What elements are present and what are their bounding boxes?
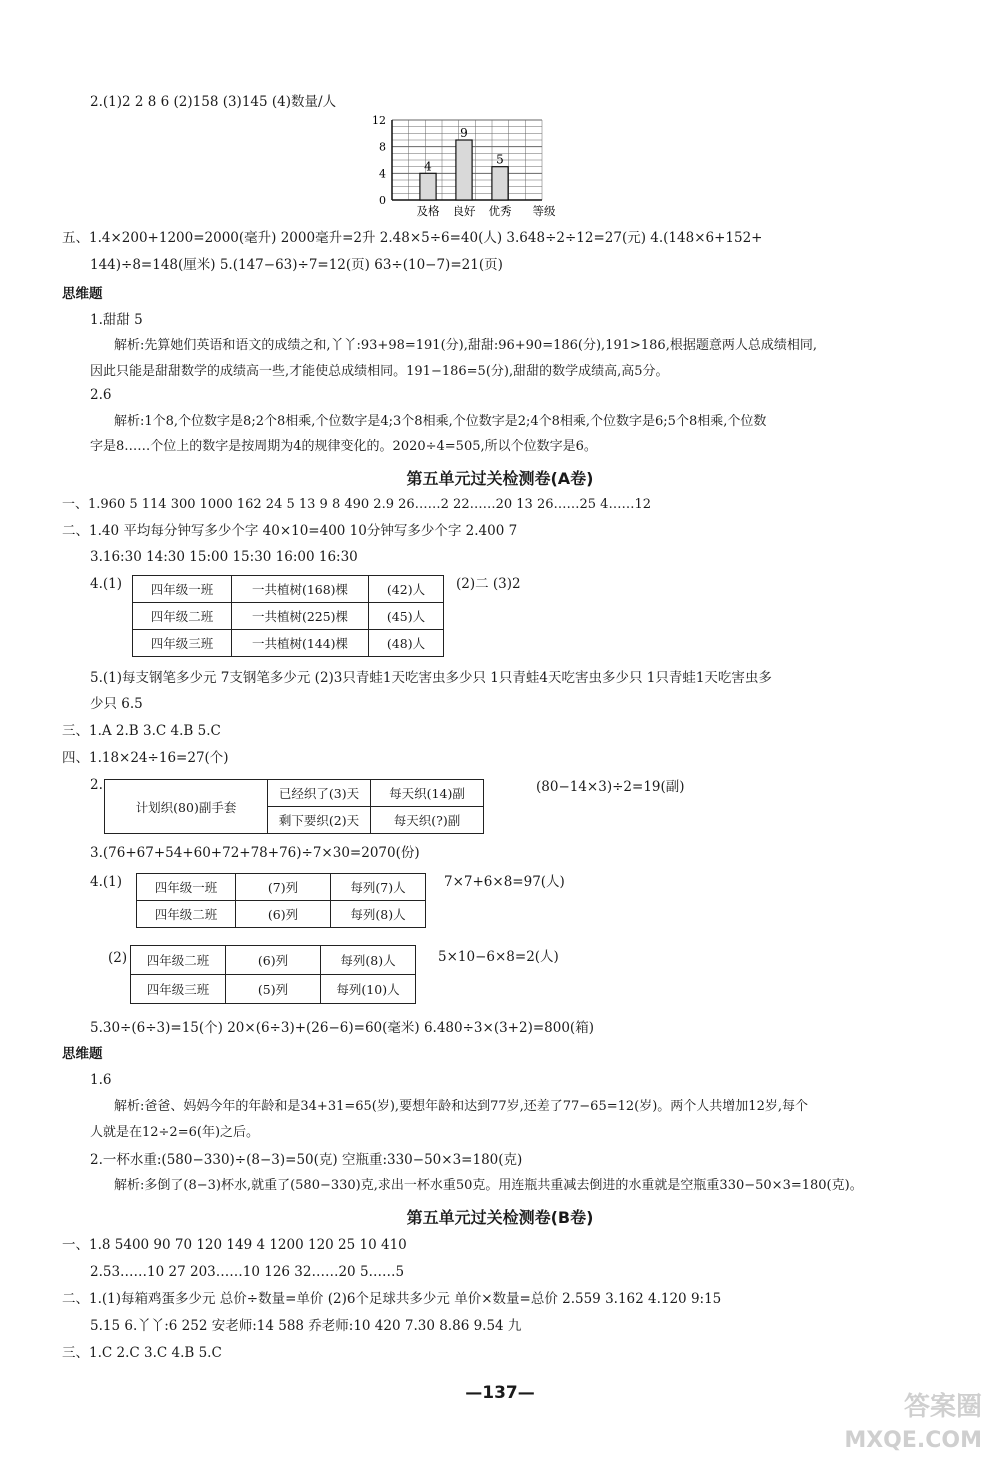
table-cell: (5)列: [226, 975, 321, 1004]
data-label: 4: [424, 159, 432, 174]
y-tick-label: 8: [379, 140, 386, 154]
section-title: 第五单元过关检测卷(B卷): [406, 1208, 594, 1227]
table-cell: 四年级一班: [137, 874, 236, 901]
answer-line: 三、1.A 2.B 3.C 4.B 5.C: [62, 723, 221, 739]
section-heading: 思维题: [62, 286, 103, 302]
x-axis-label: 等级: [532, 204, 556, 218]
table-cell: 计划织(80)副手套: [105, 780, 268, 834]
students-table: [136, 873, 426, 928]
section-title: 第五单元过关检测卷(A卷): [406, 469, 594, 488]
table-cell: 四年级二班: [137, 901, 236, 928]
table-cell: 一共植树(225)棵: [232, 603, 369, 630]
table-cell: 已经织了(3)天: [268, 780, 371, 807]
table-cell: 四年级二班: [131, 946, 226, 975]
table-cell: (48)人: [369, 630, 444, 657]
answer-line: 2.6: [90, 387, 112, 403]
answer-line: 三、1.C 2.C 3.C 4.B 5.C: [62, 1345, 222, 1361]
table-cell: 一共植树(168)棵: [232, 576, 369, 603]
table-cell: 剩下要织(2)天: [268, 807, 371, 834]
answer-line: 二、1.40 平均每分钟写多少个字 40×10=400 10分钟写多少个字 2.400 7: [62, 523, 518, 539]
x-tick-label: 优秀: [488, 204, 512, 218]
table-cell: (6)列: [226, 946, 321, 975]
answer-line: 一、1.8 5400 90 70 120 149 4 1200 120 25 10 410: [62, 1237, 407, 1253]
table-cell: 每天织(?)副: [371, 807, 484, 834]
table-cell: 每列(7)人: [331, 874, 426, 901]
answer-line: 5.15 6.丫丫:6 252 安老师:14 588 乔老师:10 420 7.30 8.86 9.54 九: [90, 1318, 522, 1334]
answer-line: (80−14×3)÷2=19(副): [536, 779, 685, 795]
table-cell: (7)列: [236, 874, 331, 901]
section-heading: 思维题: [62, 1046, 103, 1062]
explanation-line: 因此只能是甜甜数学的成绩高一些,才能使总成绩相同。191−186=5(分),甜甜的数学成绩高,高5分。: [90, 364, 669, 379]
bar: [492, 167, 508, 200]
table-cell: 每列(8)人: [331, 901, 426, 928]
explanation-line: 人就是在12÷2=6(年)之后。: [90, 1125, 260, 1140]
table-cell: (42)人: [369, 576, 444, 603]
explanation-line: 字是8……个位上的数字是按周期为4的规律变化的。2020÷4=505,所以个位数字是6。: [90, 439, 597, 454]
bar: [456, 140, 472, 200]
answer-line: 4.(1): [90, 576, 123, 592]
bar: [420, 173, 436, 200]
table-cell: 四年级三班: [133, 630, 232, 657]
x-tick-label: 及格: [416, 204, 440, 218]
table-cell: 四年级一班: [133, 576, 232, 603]
answer-line: 1.6: [90, 1072, 112, 1088]
answer-line: 2.53……10 27 203……10 126 32……20 5……5: [90, 1264, 405, 1280]
data-label: 5: [496, 152, 504, 167]
answer-line: 7×7+6×8=97(人): [444, 874, 565, 890]
watermark: 答案圈 MXQE.COM: [844, 1392, 982, 1453]
table-cell: 每列(10)人: [321, 975, 416, 1004]
answer-line: 5.(1)每支钢笔多少元 7支钢笔多少元 (2)3只青蛙1天吃害虫多少只 1只青蛙4天吃害虫多少只 1只青蛙1天吃害虫多: [90, 670, 772, 686]
answer-line: 五、1.4×200+1200=2000(毫升) 2000毫升=2升 2.48×5÷6=40(人) 3.648÷2÷12=27(元) 4.(148×6+152+: [62, 230, 763, 246]
answer-line: 2.(1)2 2 8 6 (2)158 (3)145 (4)数量/人: [90, 94, 337, 110]
answer-line: 5×10−6×8=2(人): [438, 949, 559, 965]
knitting-table: [104, 779, 484, 834]
page-number: —137—: [465, 1383, 535, 1403]
y-tick-label: 4: [379, 167, 386, 181]
answer-line: 144)÷8=148(厘米) 5.(147−63)÷7=12(页) 63÷(10−7)=21(页): [90, 257, 503, 273]
data-label: 9: [460, 126, 468, 140]
y-tick-label: 0: [379, 194, 386, 207]
explanation-line: 解析:爸爸、妈妈今年的年龄和是34+31=65(岁),要想年龄和达到77岁,还差了77−65=12(岁)。两个人共增加12岁,每个: [114, 1099, 808, 1114]
answer-line: 1.甜甜 5: [90, 312, 143, 328]
answer-line: 3.(76+67+54+60+72+78+76)÷7×30=2070(份): [90, 845, 420, 861]
y-tick-label: 12: [372, 114, 386, 127]
answer-line: 四、1.18×24÷16=27(个): [62, 750, 229, 766]
answer-line: 少只 6.5: [90, 696, 143, 712]
answer-line: 2.一杯水重:(580−330)÷(8−3)=50(克) 空瓶重:330−50×3=180(克): [90, 1152, 523, 1168]
planting-table: [132, 575, 444, 657]
answer-line: 二、1.(1)每箱鸡蛋多少元 总价÷数量=单价 (2)6个足球共多少元 单价×数量=总价 2.559 3.162 4.120 9:15: [62, 1291, 722, 1307]
table-cell: 一共植树(144)棵: [232, 630, 369, 657]
answer-line: 4.(1): [90, 874, 123, 890]
table-cell: 每天织(14)副: [371, 780, 484, 807]
table-cell: 每列(8)人: [321, 946, 416, 975]
table-cell: 四年级三班: [131, 975, 226, 1004]
students-table: [130, 945, 416, 1004]
explanation-line: 解析:先算她们英语和语文的成绩之和,丫丫:93+98=191(分),甜甜:96+90=186(分),191>186,根据题意两人总成绩相同,: [114, 338, 817, 353]
answer-line: (2): [108, 950, 128, 966]
table-cell: (45)人: [369, 603, 444, 630]
answer-line: (2)二 (3)2: [456, 576, 521, 592]
explanation-line: 解析:1个8,个位数字是8;2个8相乘,个位数字是4;3个8相乘,个位数字是2;4个8相乘,个位数字是6;5个8相乘,个位数: [114, 414, 767, 429]
table-cell: (6)列: [236, 901, 331, 928]
bar-chart: [360, 110, 560, 220]
answer-line: 一、1.960 5 114 300 1000 162 24 5 13 9 8 490 2.9 26……2 22……20 13 26……25 4……12: [62, 497, 651, 512]
answer-line: 2.: [90, 777, 103, 793]
x-tick-label: 良好: [452, 204, 476, 218]
explanation-line: 解析:多倒了(8−3)杯水,就重了(580−330)克,求出一杯水重50克。用连瓶共重减去倒进的水重就是空瓶重330−50×3=180(克)。: [114, 1178, 863, 1193]
answer-line: 3.16:30 14:30 15:00 15:30 16:00 16:30: [90, 549, 358, 565]
answer-line: 5.30÷(6÷3)=15(个) 20×(6÷3)+(26−6)=60(毫米) 6.480÷3×(3+2)=800(箱): [90, 1020, 594, 1036]
table-cell: 四年级二班: [133, 603, 232, 630]
